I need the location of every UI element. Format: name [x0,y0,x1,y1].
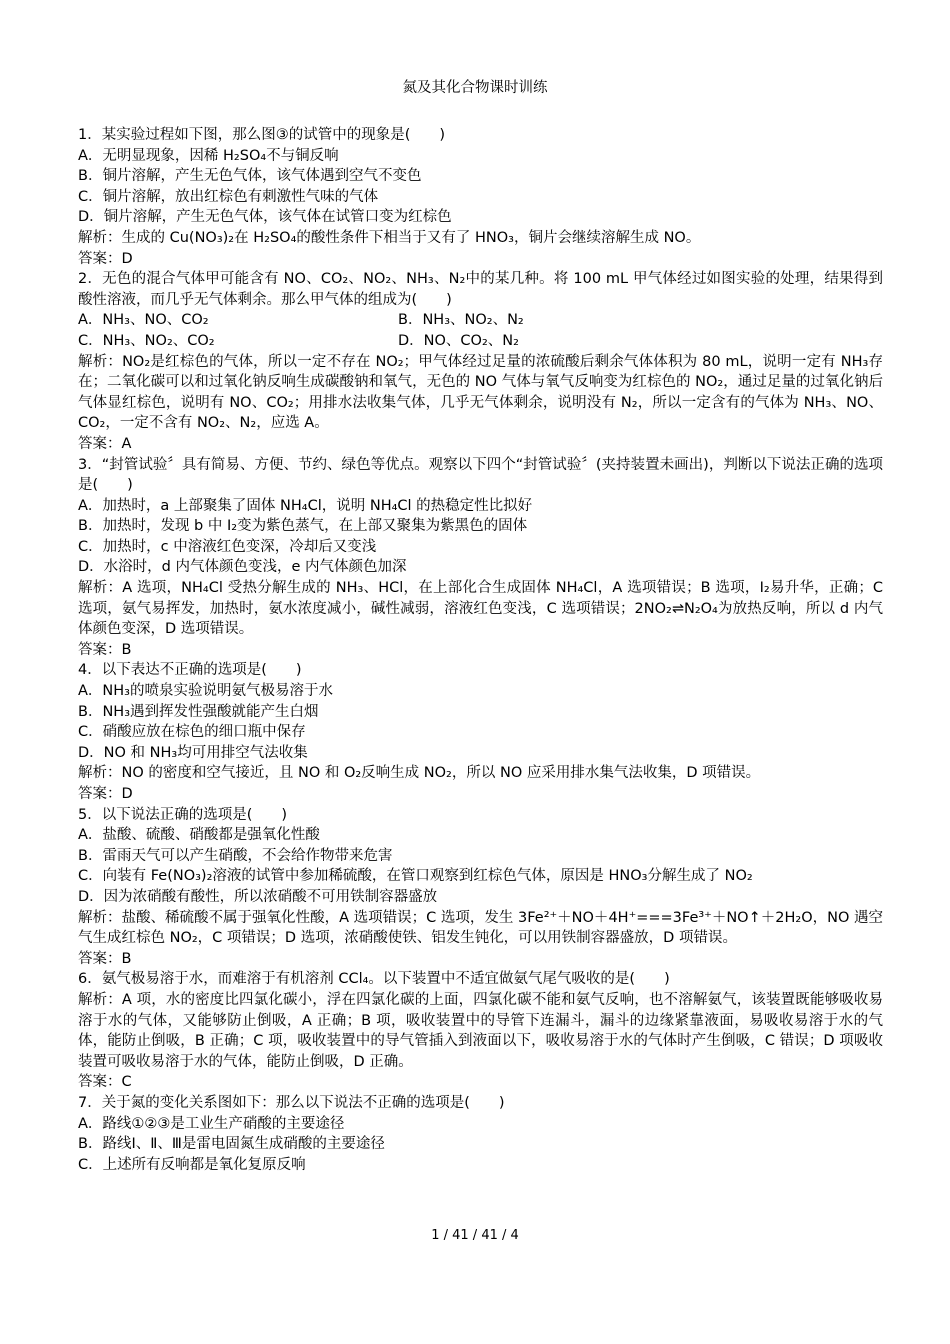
document-body [68,125,883,1175]
q4-analysis: 解析：NO 的密度和空气接近，且 NO 和 O₂反响生成 NO₂，所以 NO 应采用排水集气法收集，D 项错误。 [78,765,761,782]
q5-option-d: D．因为浓硝酸有酸性，所以浓硝酸不可用铁制容器盛放 [78,888,438,905]
q6-answer: 答案：C [78,1074,132,1091]
question-6: 6．氨气极易溶于水，而难溶于有机溶剂 CCl₄。以下装置中不适宜做氨气尾气吸收的是( ) [78,971,670,988]
q4-option-c: C．硝酸应放在棕色的细口瓶中保存 [78,724,306,741]
q2-option-d: D．NO、CO₂、N₂ [398,332,519,349]
q2-option-c: C．NH₃、NO₂、CO₂ [78,332,215,349]
page-footer: 1 / 41 / 41 / 4 [431,1228,519,1243]
question-1: 1．某实验过程如下图，那么图③的试管中的现象是( ) [78,127,446,143]
question-7: 7．关于氮的变化关系图如下：那么以下说法不正确的选项是( ) [78,1094,505,1111]
q1-option-a: A．无明显现象，因稀 H₂SO₄不与铜反响 [78,147,339,164]
q4-option-b: B．NH₃遇到挥发性强酸就能产生白烟 [78,703,319,720]
q3-answer: 答案：B [78,641,132,658]
q7-option-a: A．路线①②③是工业生产硝酸的主要途径 [78,1115,345,1132]
q7-option-c: C．上述所有反响都是氧化复原反响 [78,1156,306,1173]
q3-analysis: 解析：A 选项，NH₄Cl 受热分解生成的 NH₃、HCl，在上部化合生成固体 NH₄Cl，A 选项错误；B 选项，I₂易升华，正确；C 选项，氨气易挥发，加热时，氨水浓度减小，碱性减弱，溶液红色变浅，C 选项错误；2NO₂⇌N₂O₄为放热反响，所以 d 内气体颜色变深，D 选项错误。 [78,580,883,638]
q5-analysis: 解析：盐酸、稀硫酸不属于强氧化性酸，A 选项错误；C 选项，发生 3Fe²⁺＋NO＋4H⁺===3Fe³⁺＋NO↑＋2H₂O，NO 遇空气生成红棕色 NO₂，C 项错误；D 选项，浓硝酸使铁、铝发生钝化，可以用铁制容器盛放，D 项错误。 [78,909,883,947]
q3-option-b: B．加热时，发现 b 中 I₂变为紫色蒸气，在上部又聚集为紫黑色的固体 [78,518,528,535]
q1-answer: 答案：D [78,250,133,267]
question-4: 4．以下表达不正确的选项是( ) [78,662,302,679]
q2-analysis: 解析：NO₂是红棕色的气体，所以一定不存在 NO₂；甲气体经过足量的浓硫酸后剩余气体体积为 80 mL，说明一定有 NH₃存在；二氧化碳可以和过氧化钠反响生成碳酸钠和氧气，无色的 NO 气体与氧气反响变为红棕色的 NO₂，通过足量的过氧化钠后气体显红棕色，说明有 NO、CO₂；用排水法收集气体，几乎无气体剩余，说明没有 N₂，所以一定含有的气体为 NH₃、NO、CO₂，一定不含有 NO₂、N₂，应选 A。 [78,353,883,432]
q1-option-d: D．铜片溶解，产生无色气体，该气体在试管口变为红棕色 [78,209,452,226]
q4-answer: 答案：D [78,786,133,802]
q5-option-b: B．雷雨天气可以产生硝酸，不会给作物带来危害 [78,847,393,864]
q4-option-a: A．NH₃的喷泉实验说明氨气极易溶于水 [78,683,333,700]
question-5: 5．以下说法正确的选项是( ) [78,806,288,823]
q3-option-d: D．水浴时，d 内气体颜色变浅，e 内气体颜色加深 [78,559,407,576]
q3-option-a: A．加热时，a 上部聚集了固体 NH₄Cl，说明 NH₄Cl 的热稳定性比拟好 [78,497,533,514]
q2-option-b: B．NH₃、NO₂、N₂ [398,312,524,329]
question-2: 2．无色的混合气体甲可能含有 NO、CO₂、NO₂、NH₃、N₂中的某几种。将 100 mL 甲气体经过如图实验的处理，结果得到酸性溶液，而几乎无气体剩余。那么甲气体的组成为( ) [78,271,883,308]
q2-options-row-1 [68,310,883,331]
q2-option-a: A．NH₃、NO、CO₂ [78,312,209,329]
q4-option-d: D．NO 和 NH₃均可用排空气法收集 [78,744,308,761]
q5-option-a: A．盐酸、硫酸、硝酸都是强氧化性酸 [78,827,320,844]
q1-analysis: 解析：生成的 Cu(NO₃)₂在 H₂SO₄的酸性条件下相当于又有了 HNO₃，铜片会继续溶解生成 NO。 [78,229,701,246]
q2-options-row-2 [68,331,883,352]
q1-option-c: C．铜片溶解，放出红棕色有刺激性气味的气体 [78,188,379,205]
q3-option-c: C．加热时，c 中溶液红色变深，冷却后又变浅 [78,538,377,555]
q6-analysis: 解析：A 项，水的密度比四氯化碳小，浮在四氯化碳的上面，四氯化碳不能和氨气反响，也不溶解氨气，该装置既能够吸收易溶于水的气体，又能够防止倒吸，A 正确；B 项，吸收装置中的导管下连漏斗，漏斗的边缘紧靠液面，易吸收易溶于水的气体，能防止倒吸，B 正确；C 项，吸收装置中的导气管插入到液面以下，吸收易溶于水的气体时产生倒吸，C 错误；D 项吸收装置可吸收易溶于水的气体，能防止倒吸，D 正确。 [78,991,883,1070]
q5-answer: 答案：B [78,950,132,967]
q1-option-b: B．铜片溶解，产生无色气体，该气体遇到空气不变色 [78,168,422,185]
q2-answer: 答案：A [78,435,132,452]
q7-option-b: B．路线Ⅰ、Ⅱ、Ⅲ是雷电固氮生成硝酸的主要途径 [78,1136,385,1153]
question-3: 3．“封管试验〞具有简易、方便、节约、绿色等优点。观察以下四个“封管试验〞(夹持装置未画出)，判断以下说法正确的选项是( ) [78,456,883,494]
page-title: 氮及其化合物课时训练 [402,80,548,96]
q5-option-c: C．向装有 Fe(NO₃)₂溶液的试管中参加稀硫酸，在管口观察到红棕色气体，原因是 HNO₃分解生成了 NO₂ [78,868,753,885]
